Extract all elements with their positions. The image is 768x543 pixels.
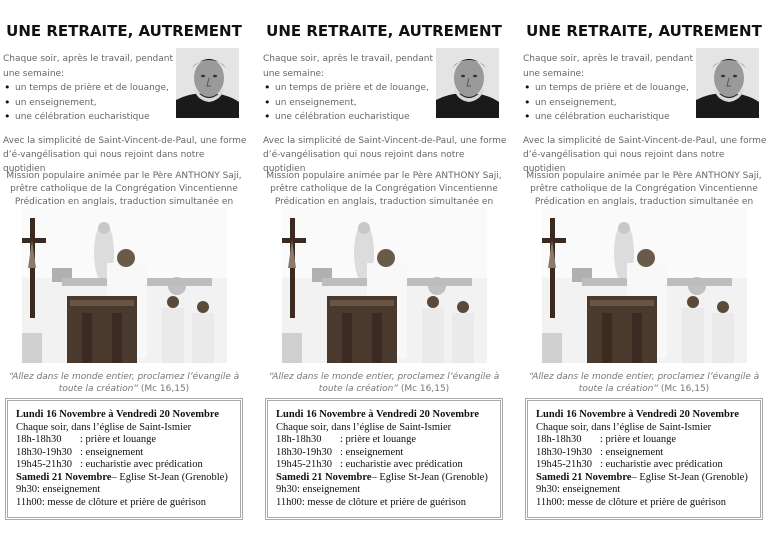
schedule-slot [16, 434, 240, 447]
saturday-line [16, 472, 240, 485]
flyer-title: UNE RETRAITE, AUTREMENT [6, 22, 242, 40]
saturday-place: – Eglise St-Jean (Grenoble) [371, 471, 488, 483]
saturday-title: Samedi 21 Novembre [16, 471, 112, 483]
quote-reference: (Mc 16,15) [400, 384, 450, 394]
mission-photo [22, 208, 227, 363]
slot-label: : enseignement [340, 446, 404, 458]
saturday-item: 9h30: enseignement [16, 484, 101, 495]
vincent-paragraph: Avec la simplicité de Saint-Vincent-de-Paul, une forme d’é-vangélisation qui nous rejoint dans notre quotidien [3, 136, 247, 174]
saturday-title: Samedi 21 Novembre [536, 471, 632, 483]
flyer-column [0, 0, 248, 543]
intro-text [263, 52, 433, 125]
slot-time: 18h-18h30 [276, 434, 322, 445]
slot-time: 18h30-19h30 [276, 446, 332, 458]
week-place: Chaque soir, dans l’église de Saint-Ismier [536, 421, 712, 433]
slot-label: : eucharistie avec prédication [340, 459, 463, 470]
activity-item: • un temps de prière et de louange, [533, 81, 693, 96]
intro-line: Chaque soir, après le travail, pendant une semaine: [263, 54, 433, 79]
activity-list [3, 81, 173, 125]
intro-text [523, 52, 693, 125]
intro-line: Chaque soir, après le travail, pendant une semaine: [523, 54, 693, 79]
slot-label: : prière et louange [600, 434, 677, 445]
mission-line: Mission populaire animée par le Père ANTHONY Saji, [6, 171, 242, 181]
mission-photo [282, 208, 487, 363]
quote-text: “Allez dans le monde entier, proclamez l’évangile à toute la création” [528, 372, 760, 394]
slot-time: 18h-18h30 [16, 434, 62, 445]
slot-label: : prière et louange [80, 434, 157, 445]
quote-text: “Allez dans le monde entier, proclamez l’évangile à toute la création” [8, 372, 240, 394]
schedule-slot [276, 447, 500, 460]
activity-list [523, 81, 693, 125]
mission-line: Prédication en anglais, traduction simultanée en [274, 197, 494, 207]
slot-time: 18h30-19h30 [16, 446, 72, 458]
schedule-slot [536, 459, 760, 472]
mission-line: prêtre catholique de la Congrégation Vincentienne [270, 184, 498, 194]
gospel-quote [520, 371, 768, 395]
saturday-line [536, 472, 760, 485]
mission-line: Prédication en anglais, traduction simultanée en [534, 197, 754, 207]
mission-line: prêtre catholique de la Congrégation Vincentienne [530, 184, 758, 194]
slot-time: 19h45-21h30 [16, 459, 72, 470]
activity-list [263, 81, 433, 125]
activity-item: • une célébration eucharistique [13, 110, 173, 125]
quote-reference: (Mc 16,15) [660, 384, 710, 394]
slot-label: : prière et louange [340, 434, 417, 445]
saturday-item: 11h00: messe de clôture et prière de guérison [536, 496, 727, 508]
week-place: Chaque soir, dans l’église de Saint-Ismier [276, 421, 452, 433]
slot-time: 19h45-21h30 [536, 459, 592, 470]
slot-time: 18h-18h30 [536, 434, 582, 445]
mission-line: Prédication en anglais, traduction simultanée en [14, 197, 234, 207]
activity-item: • un enseignement, [533, 96, 693, 111]
activity-item: • un enseignement, [273, 96, 433, 111]
activity-item: • un temps de prière et de louange, [13, 81, 173, 96]
gospel-quote [0, 371, 248, 395]
saint-vincent-portrait [696, 48, 759, 118]
flyer-title: UNE RETRAITE, AUTREMENT [266, 22, 502, 40]
slot-time: 19h45-21h30 [276, 459, 332, 470]
flyer-title: UNE RETRAITE, AUTREMENT [526, 22, 762, 40]
activity-item: • un temps de prière et de louange, [273, 81, 433, 96]
schedule-slot [276, 434, 500, 447]
schedule-slot [16, 447, 240, 460]
schedule-box [5, 398, 243, 520]
activity-item: • une célébration eucharistique [533, 110, 693, 125]
saturday-item: 11h00: messe de clôture et prière de guérison [276, 496, 467, 508]
mission-line: Mission populaire animée par le Père ANTHONY Saji, [526, 171, 762, 181]
week-title: Lundi 16 Novembre à Vendredi 20 Novembre [16, 409, 220, 420]
quote-text: “Allez dans le monde entier, proclamez l’évangile à toute la création” [268, 372, 500, 394]
schedule-slot [276, 459, 500, 472]
week-title: Lundi 16 Novembre à Vendredi 20 Novembre [536, 409, 740, 420]
slot-label: : eucharistie avec prédication [80, 459, 203, 470]
mission-line: Mission populaire animée par le Père ANTHONY Saji, [266, 171, 502, 181]
activity-item: • un enseignement, [13, 96, 173, 111]
saturday-title: Samedi 21 Novembre [276, 471, 372, 483]
schedule-box [265, 398, 503, 520]
flyer-column [520, 0, 768, 543]
saturday-item: 9h30: enseignement [276, 484, 361, 495]
schedule-box [525, 398, 763, 520]
saturday-place: – Eglise St-Jean (Grenoble) [111, 471, 228, 483]
mission-line: prêtre catholique de la Congrégation Vincentienne [10, 184, 238, 194]
vincent-paragraph: Avec la simplicité de Saint-Vincent-de-Paul, une forme d’é-vangélisation qui nous rejoint dans notre quotidien [523, 136, 767, 174]
flyer-column [260, 0, 508, 543]
schedule-slot [536, 434, 760, 447]
quote-reference: (Mc 16,15) [140, 384, 190, 394]
intro-text [3, 52, 173, 125]
schedule-slot [16, 459, 240, 472]
gospel-quote [260, 371, 508, 395]
mission-photo [542, 208, 747, 363]
week-title: Lundi 16 Novembre à Vendredi 20 Novembre [276, 409, 480, 420]
slot-time: 18h30-19h30 [536, 446, 592, 458]
saturday-line [276, 472, 500, 485]
slot-label: : enseignement [600, 446, 664, 458]
saturday-item: 9h30: enseignement [536, 484, 621, 495]
schedule-slot [536, 447, 760, 460]
week-place: Chaque soir, dans l’église de Saint-Ismier [16, 421, 192, 433]
saturday-place: – Eglise St-Jean (Grenoble) [631, 471, 748, 483]
saint-vincent-portrait [176, 48, 239, 118]
activity-item: • une célébration eucharistique [273, 110, 433, 125]
vincent-paragraph: Avec la simplicité de Saint-Vincent-de-Paul, une forme d’é-vangélisation qui nous rejoint dans notre quotidien [263, 136, 507, 174]
slot-label: : eucharistie avec prédication [600, 459, 723, 470]
intro-line: Chaque soir, après le travail, pendant une semaine: [3, 54, 173, 79]
saint-vincent-portrait [436, 48, 499, 118]
slot-label: : enseignement [80, 446, 144, 458]
saturday-item: 11h00: messe de clôture et prière de guérison [16, 496, 207, 508]
